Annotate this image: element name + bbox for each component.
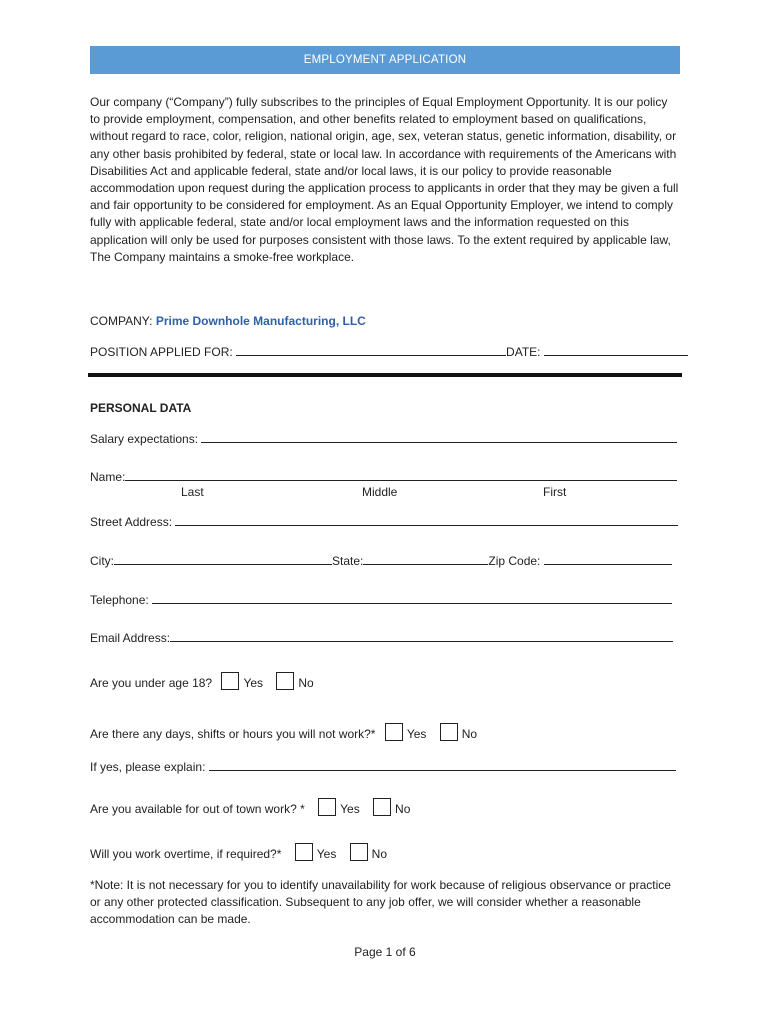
- out-of-town-row: [90, 798, 410, 816]
- company-name: Prime Downhole Manufacturing, LLC: [155, 314, 366, 328]
- page-number: Page 1 of 6: [354, 945, 416, 959]
- personal-data-heading: PERSONAL DATA: [90, 401, 192, 415]
- under18-no-checkbox[interactable]: [276, 672, 294, 690]
- date-input-line[interactable]: [544, 343, 688, 356]
- days-shifts-no-label: No: [461, 727, 478, 741]
- out-of-town-question: Are you available for out of town work? *: [90, 802, 305, 816]
- under18-yes-checkbox[interactable]: [221, 672, 239, 690]
- name-row: [90, 468, 677, 484]
- eeo-statement: Our company (“Company”) fully subscribes to the principles of Equal Employment Opportunity. It is our policy to provide employment, compensation, and other benefits related to employment based on qualifications, without regard to race, color, religion, national origin, age, sex, veteran status, genetic information, disability, or any other basis prohibited by federal, state or local law. In accordance with requirements of the Americans with Disabilities Act and applicable federal, state and/or local laws, it is our policy to provide reasonable accommodation upon request during the application process to applicants in order that they may be given a full and fair opportunity to be considered for employment. As an Equal Opportunity Employer, we intend to comply fully with applicable federal, state and/or local employment laws and the information requested on this application will only be used for purposes consistent with those laws. To the extent required by applicable law, The Company maintains a smoke-free workplace.: [90, 95, 679, 264]
- company-row: [90, 314, 366, 328]
- zip-input-line[interactable]: [544, 552, 672, 565]
- city-input-line[interactable]: [114, 552, 332, 565]
- email-row: [90, 629, 673, 645]
- zip-label: Zip Code:: [488, 554, 541, 568]
- out-of-town-no-checkbox[interactable]: [373, 798, 391, 816]
- out-of-town-yes-checkbox[interactable]: [318, 798, 336, 816]
- position-input-line[interactable]: [236, 343, 506, 356]
- name-last-caption: Last: [181, 485, 204, 499]
- overtime-question: Will you work overtime, if required?*: [90, 847, 282, 861]
- days-shifts-yes-checkbox[interactable]: [385, 723, 403, 741]
- email-input-line[interactable]: [170, 629, 673, 642]
- days-shifts-row: [90, 723, 477, 741]
- overtime-yes-checkbox[interactable]: [295, 843, 313, 861]
- explain-input-line[interactable]: [209, 758, 676, 771]
- salary-label: Salary expectations:: [90, 432, 199, 446]
- out-of-town-yes-label: Yes: [340, 802, 360, 816]
- salary-input-line[interactable]: [201, 430, 677, 443]
- explain-label: If yes, please explain:: [90, 760, 206, 774]
- telephone-label: Telephone:: [90, 593, 149, 607]
- under18-row: [90, 672, 314, 690]
- under18-yes-label: Yes: [243, 676, 264, 690]
- availability-note: *Note: It is not necessary for you to identify unavailability for work because of religious observance or practice or any other protected classification. Subsequent to any job offer, we will consider whether a reasonable accommodation can be made.: [90, 878, 671, 927]
- overtime-no-checkbox[interactable]: [350, 843, 368, 861]
- section-divider: [88, 373, 682, 377]
- application-page: [90, 46, 680, 266]
- street-row: [90, 513, 678, 529]
- overtime-no-label: No: [371, 847, 388, 861]
- email-label: Email Address:: [90, 631, 171, 645]
- overtime-row: [90, 843, 387, 861]
- street-input-line[interactable]: [175, 513, 678, 526]
- days-shifts-yes-label: Yes: [406, 727, 427, 741]
- name-label: Name:: [90, 470, 126, 484]
- days-shifts-question: Are there any days, shifts or hours you will not work?*: [90, 727, 376, 741]
- overtime-yes-label: Yes: [316, 847, 337, 861]
- city-label: City:: [90, 554, 114, 568]
- out-of-town-no-label: No: [395, 802, 411, 816]
- state-label: State:: [332, 554, 364, 568]
- street-label: Street Address:: [90, 515, 173, 529]
- telephone-row: [90, 591, 672, 607]
- form-title-bar: [90, 46, 680, 74]
- company-label: COMPANY:: [90, 314, 153, 328]
- city-state-zip-row: [90, 552, 672, 568]
- position-label: POSITION APPLIED FOR:: [90, 345, 233, 359]
- name-middle-caption: Middle: [362, 485, 398, 499]
- name-input-line[interactable]: [125, 468, 677, 481]
- form-title: EMPLOYMENT APPLICATION: [303, 54, 467, 66]
- days-shifts-no-checkbox[interactable]: [440, 723, 458, 741]
- date-label: DATE:: [506, 345, 541, 359]
- under18-question: Are you under age 18?: [90, 676, 213, 690]
- name-first-caption: First: [543, 485, 567, 499]
- under18-no-label: No: [298, 676, 314, 690]
- state-input-line[interactable]: [363, 552, 488, 565]
- position-row: [90, 343, 688, 359]
- telephone-input-line[interactable]: [152, 591, 672, 604]
- explain-row: [90, 758, 676, 774]
- salary-row: [90, 430, 677, 446]
